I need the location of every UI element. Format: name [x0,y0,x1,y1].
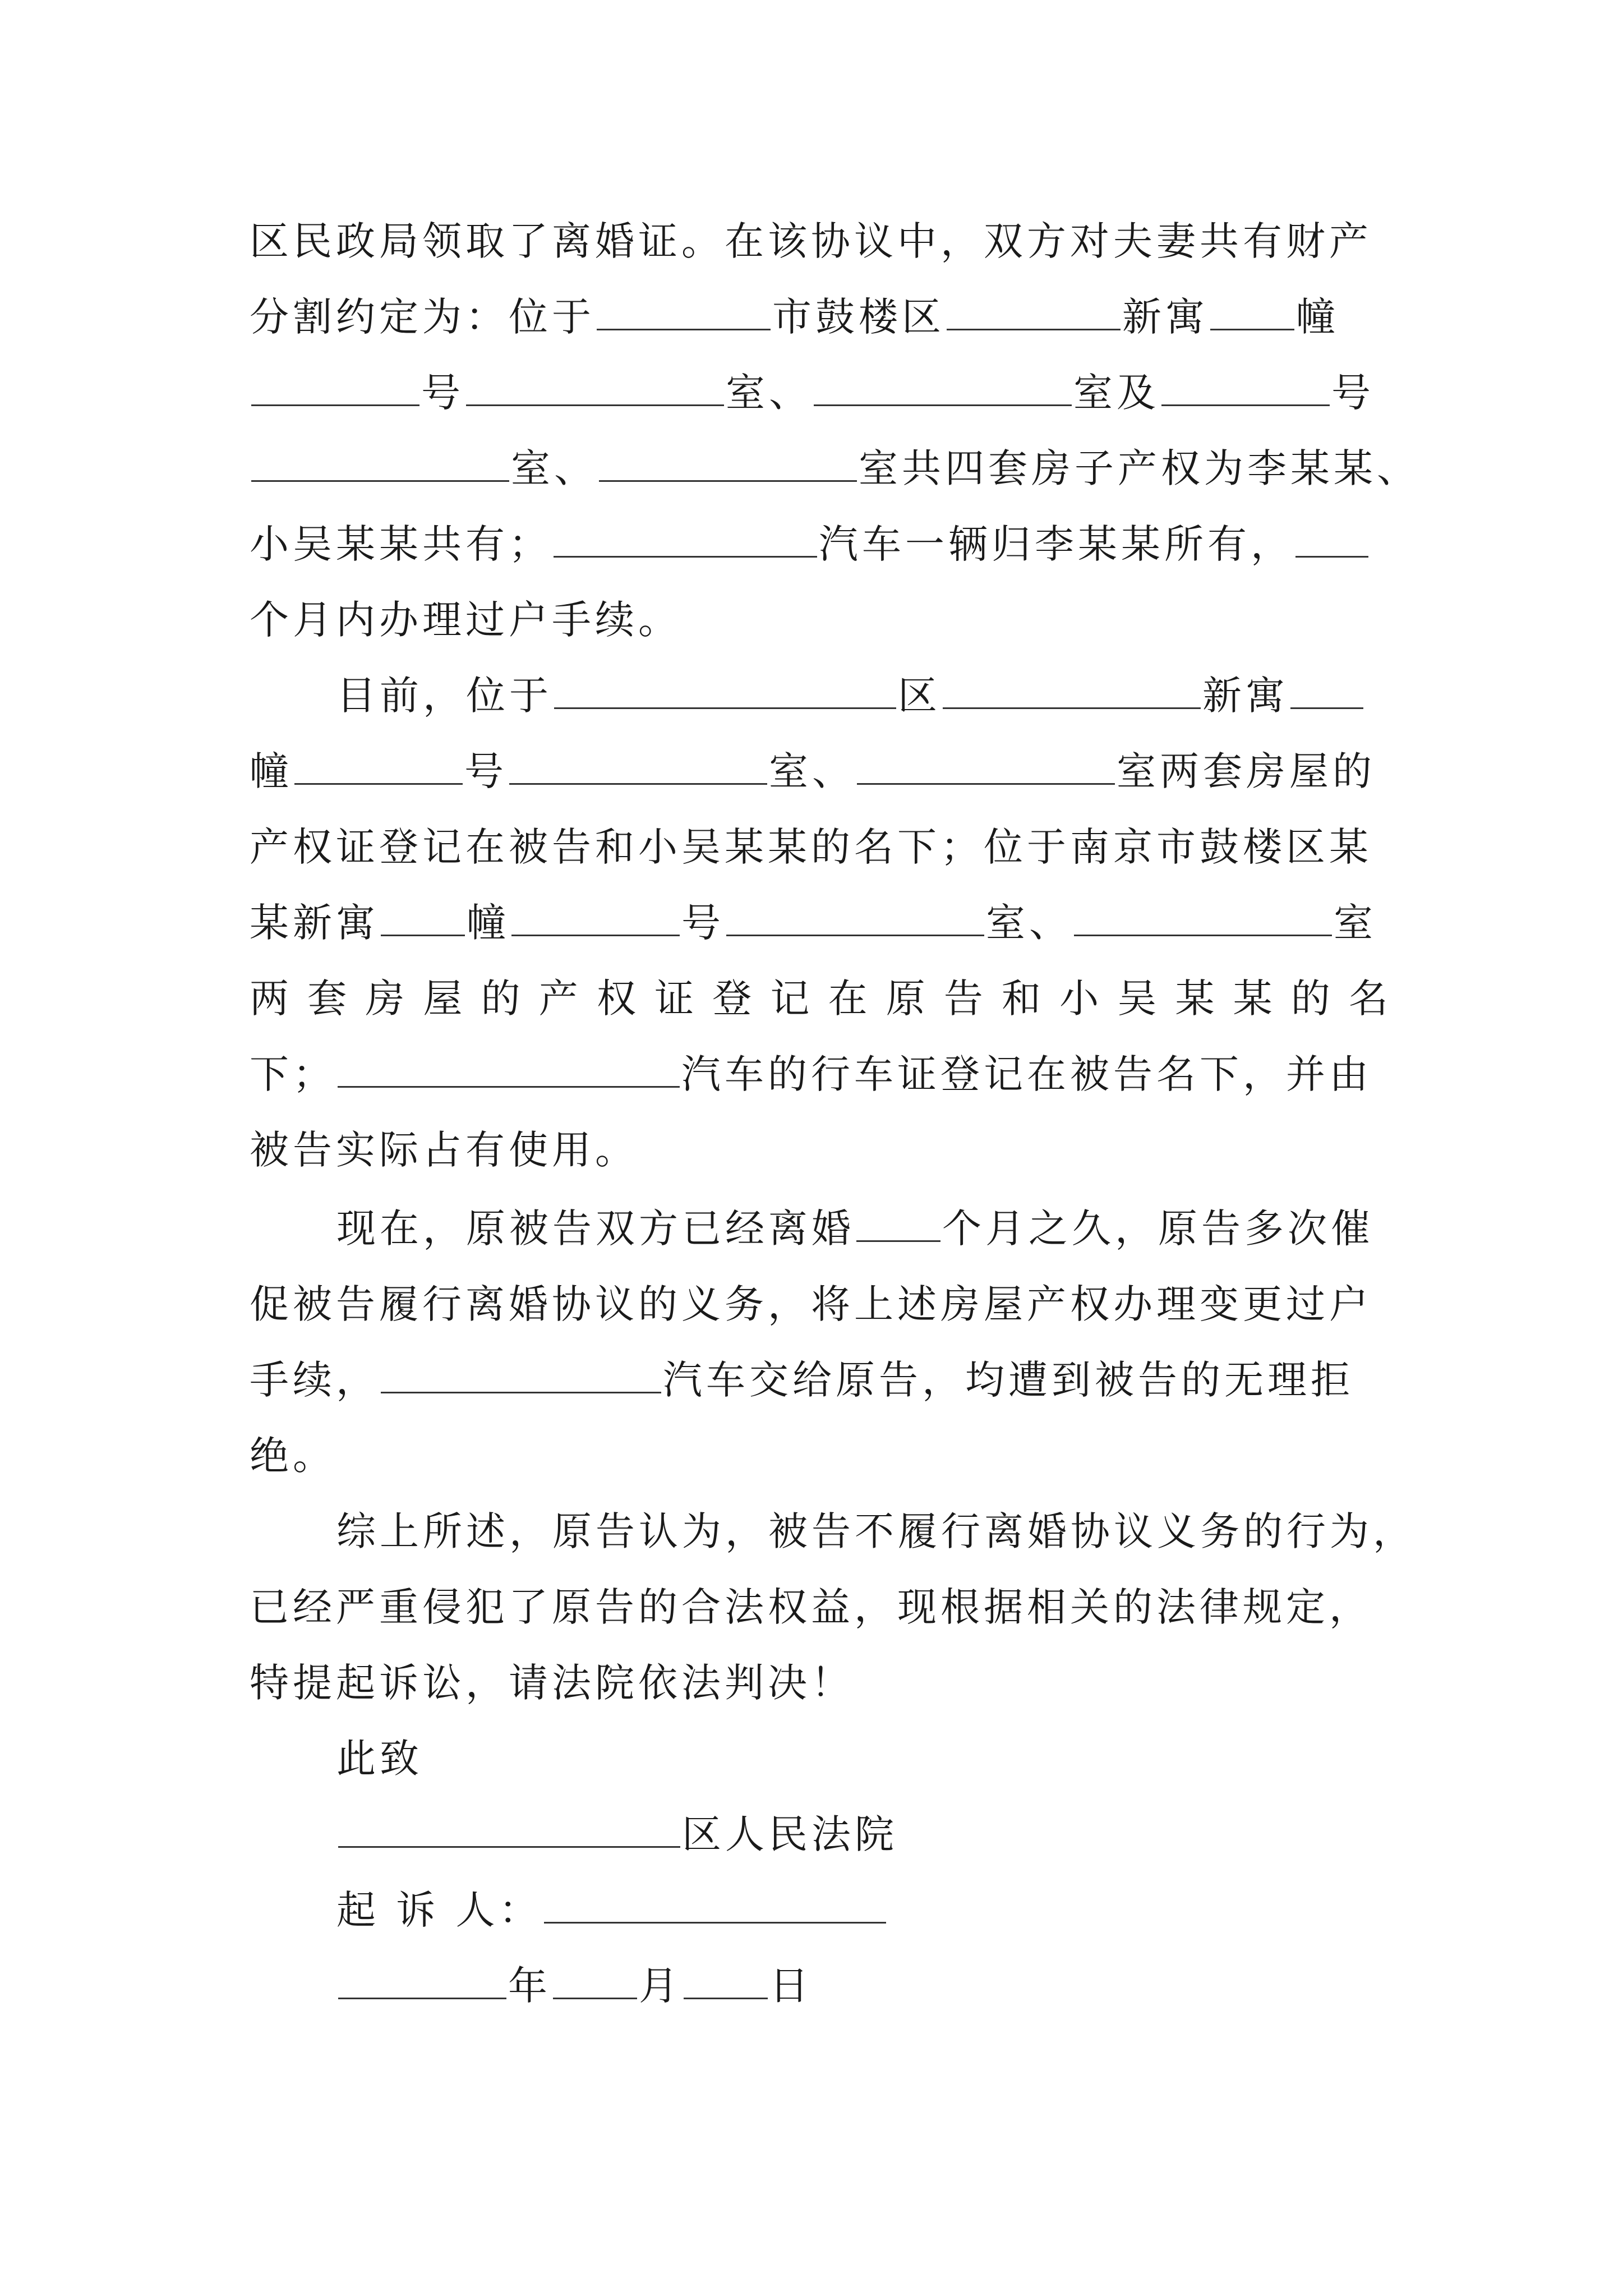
p3-line-1 [336,1198,1388,1259]
fill-in-blank [511,895,680,936]
text-segment: 手续， [250,1357,379,1403]
text-segment: 目前，位于 [336,673,552,719]
text-char: 登 [712,976,752,1022]
fill-in-blank [1290,668,1363,709]
p1-line-6 [250,589,1388,651]
plaintiff-line [336,1879,1388,1941]
fill-in-blank [856,1201,940,1242]
p2-line-6 [250,1043,1388,1105]
text-segment: 现在，原被告双方已经离婚 [336,1205,855,1251]
text-char: 的 [481,976,520,1022]
fill-in-blank [554,668,896,709]
text-segment: 小吴某某共有； [250,521,552,567]
text-segment: 区民政局领取了离婚证。在该协议中，双方对夫妻共有财产 [250,218,1372,264]
text-char: 两 [250,976,289,1022]
text-segment: 汽车交给原告，均遭到被告的无理拒 [663,1357,1354,1403]
text-segment: 室、 [986,900,1072,946]
text-segment: 室及 [1073,370,1160,416]
p1-line-1 [250,210,1388,272]
fill-in-blank [338,1958,506,1999]
date-year-label: 年 [508,1963,551,2009]
text-char: 吴 [1117,976,1157,1022]
text-segment: 室两套房屋的 [1117,748,1376,794]
text-segment: 号 [464,748,508,794]
text-char: 产 [538,976,578,1022]
text-segment: 绝。 [250,1433,336,1479]
p1-line-5 [250,513,1388,575]
fill-in-blank [338,1807,680,1848]
text-segment: 室共四套房子产权为李某某、 [859,445,1420,491]
text-char: 名 [1348,976,1388,1022]
p1-line-3 [250,362,1388,424]
text-segment: 号 [421,370,464,416]
fill-in-blank [554,517,817,558]
text-segment: 特提起诉讼，请法院依法判决！ [250,1660,854,1706]
fill-in-blank [1210,289,1294,330]
text-segment: 室、 [726,370,812,416]
text-segment: 下； [250,1051,336,1097]
text-segment: 市鼓楼区 [772,294,945,340]
fill-in-blank [381,895,465,936]
p4-line-2 [250,1576,1388,1638]
text-char: 某 [1175,976,1215,1022]
fill-in-blank [544,1883,886,1924]
text-segment: 汽车一辆归李某某所有， [819,521,1294,567]
text-segment: 个月内办理过户手续。 [250,597,681,643]
p2-line-1 [336,665,1388,726]
text-char: 和 [1002,976,1041,1022]
text-char: 记 [770,976,810,1022]
fill-in-blank [684,1958,768,1999]
text-segment: 促被告履行离婚协议的义务，将上述房屋产权办理变更过户 [250,1281,1372,1327]
text-char: 屋 [423,976,463,1022]
p1-line-4 [250,438,1420,499]
text-segment: 产权证登记在被告和小吴某某的名下；位于南京市鼓楼区某 [250,824,1372,870]
p4-line-3 [250,1652,1388,1714]
fill-in-blank [466,365,724,406]
p2-line-7 [250,1119,1388,1181]
text-segment: 已经严重侵犯了原告的合法权益，现根据相关的法律规定， [250,1584,1372,1630]
fill-in-blank [814,365,1072,406]
text-segment: 室、 [769,748,855,794]
p4-line-1 [336,1501,1416,1562]
text-segment: 幢 [250,748,293,794]
fill-in-blank [251,365,419,406]
text-char: 在 [828,976,868,1022]
text-segment: 新寓 [1122,294,1209,340]
p1-line-2 [250,286,1388,348]
date-month-label: 月 [639,1963,682,2009]
text-char: 小 [1059,976,1099,1022]
text-segment: 被告实际占有使用。 [250,1127,638,1173]
plaintiff-label: 起 诉 人： [336,1887,542,1933]
fill-in-blank [509,744,767,785]
fill-in-blank [597,289,771,330]
text-segment: 汽车的行车证登记在被告名下，并由 [681,1051,1372,1097]
date-line [336,1955,1388,2017]
fill-in-blank [553,1958,637,1999]
court-name-suffix: 区人民法院 [682,1811,898,1857]
text-segment: 号 [681,900,725,946]
court-line [336,1803,1388,1865]
p2-line-2 [250,740,1388,802]
text-char: 套 [307,976,347,1022]
fill-in-blank [599,441,857,482]
fill-in-blank [947,289,1121,330]
text-segment: 号 [1331,370,1375,416]
fill-in-blank [1295,517,1368,558]
text-segment: 室、 [511,445,597,491]
fill-in-blank [251,441,509,482]
text-segment: 综上所述，原告认为，被告不履行离婚协议义务的行为， [336,1508,1416,1554]
text-segment: 分割约定为：位于 [250,294,595,340]
text-segment: 区 [898,673,941,719]
date-day-label: 日 [769,1963,813,2009]
fill-in-blank [857,744,1115,785]
text-char: 的 [1290,976,1330,1022]
fill-in-blank [1161,365,1330,406]
text-char: 证 [654,976,694,1022]
text-char: 权 [596,976,636,1022]
text-char: 房 [365,976,405,1022]
p2-line-3 [250,816,1388,878]
fill-in-blank [943,668,1201,709]
text-segment: 某新寓 [250,900,379,946]
p3-line-4 [250,1425,1388,1487]
salutation [336,1728,1388,1789]
text-segment: 此致 [336,1736,423,1782]
p3-line-2 [250,1273,1388,1335]
text-segment: 室 [1334,900,1377,946]
fill-in-blank [381,1352,661,1393]
p2-line-5 [250,968,1388,1029]
fill-in-blank [1074,895,1332,936]
text-segment: 新寓 [1202,673,1289,719]
text-segment: 幢 [1296,294,1339,340]
text-segment: 个月之久，原告多次催 [942,1205,1374,1251]
text-char: 原 [886,976,925,1022]
p3-line-3 [250,1349,1388,1411]
text-char: 某 [1233,976,1272,1022]
p2-line-4 [250,892,1388,954]
fill-in-blank [338,1047,680,1088]
text-char: 告 [943,976,983,1022]
fill-in-blank [726,895,984,936]
text-segment: 幢 [467,900,510,946]
fill-in-blank [294,744,463,785]
